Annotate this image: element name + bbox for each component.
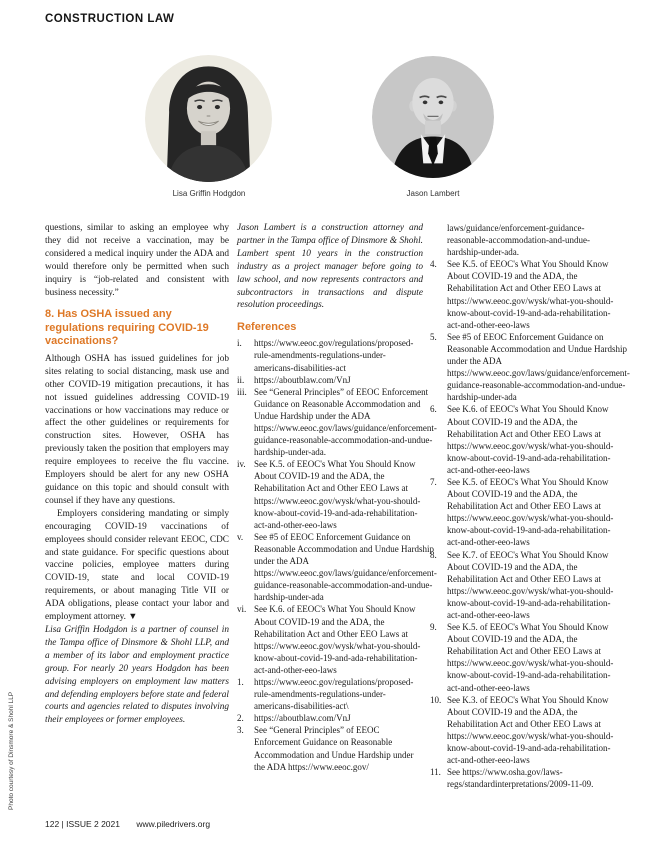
reference-label: v. <box>237 531 244 542</box>
reference-text: See #5 of EEOC Enforcement Guidance on Reasonable Accommodation and Undue Hardship under the ADA https://www.eeoc.gov/laws/guidance/enforcement-guidance-reasonable-accommodation-and-undue-hardship-under-ada <box>447 331 630 403</box>
reference-label: 8. <box>430 549 437 560</box>
reference-label: 7. <box>430 476 437 487</box>
reference-label: 11. <box>430 767 441 778</box>
reference-label <box>430 222 447 258</box>
jason-lambert-photo <box>372 56 494 178</box>
reference-label: 9. <box>430 622 437 633</box>
reference-text: See K.5. of EEOC's What You Should Know About COVID-19 and the ADA, the Rehabilitation Act and Other EEO Laws at https://www.eeoc.gov/wysk/what-you-should-know-about-covid-19-and-ada-rehabilitation-act-and-other-eeo-laws <box>447 622 614 693</box>
page-footer <box>45 819 210 829</box>
reference-item <box>237 458 423 531</box>
page-number-issue: 122 | ISSUE 2 2021 <box>45 819 120 829</box>
photo-credit: Photo courtesy of Dinsmore & Shohl LLP <box>8 691 15 810</box>
reference-text: See K.6. of EEOC's What You Should Know About COVID-19 and the ADA, the Rehabilitation Act and Other EEO Laws at https://www.eeoc.gov/wysk/what-you-should-know-about-covid-19-and-ada-rehabilitation-act-and-other-eeo-laws <box>254 604 421 675</box>
photo-caption-lisa: Lisa Griffin Hodgdon <box>172 189 246 198</box>
reference-text: https://aboutblaw.com/VnJ <box>254 374 351 385</box>
reference-text: See #5 of EEOC Enforcement Guidance on Reasonable Accommodation and Undue Hardship under the ADA https://www.eeoc.gov/laws/guidance/enforcement-guidance-reasonable-accommodation-and-undue-hardship-under-ada <box>254 531 437 603</box>
reference-text: https://aboutblaw.com/VnJ <box>254 713 351 724</box>
reference-item <box>430 621 617 694</box>
reference-label: ii. <box>237 374 245 385</box>
reference-text: https://www.eeoc.gov/regulations/proposed-rule-amendments-regulations-under-americans-disabilities-act <box>254 338 414 373</box>
reference-text: laws/guidance/enforcement-guidance-reasonable-accommodation-and-undue-hardship-under-ada. <box>447 223 590 258</box>
photo-caption-jason: Jason Lambert <box>406 189 460 198</box>
reference-item <box>430 694 617 767</box>
reference-item <box>237 724 423 772</box>
reference-text: See K.6. of EEOC's What You Should Know About COVID-19 and the ADA, the Rehabilitation Act and Other EEO Laws at https://www.eeoc.gov/wysk/what-you-should-know-about-covid-19-and-ada-rehabilitation-act-and-other-eeo-laws <box>447 404 614 475</box>
reference-text: https://www.eeoc.gov/regulations/proposed-rule-amendments-regulations-under-americans-disabilities-act\ <box>254 676 414 712</box>
reference-label: 6. <box>430 404 437 415</box>
reference-item <box>430 258 617 331</box>
reference-text: See K.7. of EEOC's What You Should Know About COVID-19 and the ADA, the Rehabilitation Act and Other EEO Laws at https://www.eeoc.gov/wysk/what-you-should-know-about-covid-19-and-ada-rehabilitation-act-and-other-eeo-laws <box>447 549 614 620</box>
magazine-website: www.piledrivers.org <box>136 819 211 829</box>
lisa-hodgdon-photo <box>145 55 272 182</box>
reference-label: 1. <box>237 676 244 687</box>
reference-label: iv. <box>237 459 246 470</box>
reference-text: See https://www.osha.gov/laws-regs/standardinterpretations/2009-11-09. <box>447 767 594 790</box>
reference-text: See K.5. of EEOC's What You Should Know About COVID-19 and the ADA, the Rehabilitation Act and Other EEO Laws at https://www.eeoc.gov/wysk/what-you-should-know-about-covid-19-and-ada-rehabilitation-act-and-other-eeo-laws <box>447 476 614 548</box>
column-2 <box>237 222 437 773</box>
reference-label: 2. <box>237 713 244 724</box>
reference-label: 10. <box>430 694 442 705</box>
reference-item <box>237 374 423 386</box>
reference-item <box>237 603 423 676</box>
paragraph: questions, similar to asking an employee why they did not receive a vaccination, may be considered a medical inquiry under the ADA and would therefore only be permitted when such inquiry is “job-related and consistent with business necessity.” <box>45 223 229 298</box>
reference-text: See K.3. of EEOC's What You Should Know About COVID-19 and the ADA, the Rehabilitation Act and Other EEO Laws at https://www.eeoc.gov/wysk/what-you-should-know-about-covid-19-and-ada-rehabilitation-act-and-other-eeo-laws <box>447 694 614 766</box>
reference-text: See K.5. of EEOC's What You Should Know About COVID-19 and the ADA, the Rehabilitation Act and Other EEO Laws at https://www.eeoc.gov/wysk/what-you-should-know-about-covid-19-and-ada-rehabilitation-act-and-other-eeo-laws <box>447 259 614 330</box>
reference-label: 5. <box>430 331 437 342</box>
reference-item <box>430 403 617 476</box>
reference-item <box>237 676 423 712</box>
section-kicker: CONSTRUCTION LAW <box>45 13 175 25</box>
reference-item <box>430 476 617 549</box>
reference-item <box>430 766 617 790</box>
reference-item <box>237 386 437 459</box>
reference-text: See K.5. of EEOC's What You Should Know About COVID-19 and the ADA, the Rehabilitation Act and Other EEO Laws at https://www.eeoc.gov/wysk/what-you-should-know-about-covid-19-and-ada-rehabilitation-act-and-other-eeo-laws <box>254 459 421 530</box>
reference-label: iii. <box>237 386 247 397</box>
reference-label: 4. <box>430 259 437 270</box>
author-bio-jason: Jason Lambert is a construction attorney and partner in the Tampa office of Dinsmore & Shohl. Lambert spent 10 years in the construction industry as a project manager before going to law school, and now represents contractors and subcontractors in transactions and dispute resolution proceedings. <box>237 223 423 311</box>
reference-item <box>237 712 423 724</box>
reference-text: See “General Principles” of EEOC Enforcement Guidance on Reasonable Accommodation and Undue Hardship under the ADA https://www.eeoc.gov/ <box>254 725 414 772</box>
reference-label: 3. <box>237 725 244 736</box>
woman-portrait-illustration <box>145 55 272 182</box>
man-portrait-illustration <box>372 56 494 178</box>
paragraph: Although OSHA has issued guidelines for job sites relating to social distancing, mask use and other COVID-19 mitigation precautions, it has not issued guidelines addressing COVID-19 vaccinations or how vaccinations may reduce or affect the other guidelines or requirements for construction sites. However, OSHA has previously taken the position that employers may require employees to receive the flu vaccine. Employers should be alert for any new OSHA guidance on this topic and should consult with counsel if they have any questions. <box>45 353 229 506</box>
paragraph: Employers considering mandating or simply encouraging COVID-19 vaccinations of employees should consider relevant EEOC, CDC and state guidance. For specific questions about vaccine policies, employee matters during COVID-19, state and local COVID-19 requirements, or about managing Title VII or ADA obligations, please contact your labor and employment attorney. ▼ <box>45 508 229 623</box>
section-heading-osha: 8. Has OSHA issued any regulations requiring COVID-19 vaccinations? <box>45 308 209 348</box>
column-1 <box>45 222 229 727</box>
author-bio-lisa: Lisa Griffin Hodgdon is a partner of counsel in the Tampa office of Dinsmore & Shohl LLP, and a member of its labor and employment practice group. For nearly 20 years Hodgdon has been advising employers on employment law matters and defending employers before state and federal courts and agencies related to disputes involving their employees or former employees. <box>45 624 230 726</box>
reference-item <box>430 331 630 404</box>
references-heading: References <box>237 321 297 334</box>
reference-label: i. <box>237 338 242 349</box>
reference-item <box>237 337 423 373</box>
reference-text: See “General Principles” of EEOC Enforcement Guidance on Reasonable Accommodation and Undue Hardship under the ADA https://www.eeoc.gov/laws/guidance/enforcement-guidance-reasonable-accommodation-and-undue-hardship-under-ada. <box>254 386 437 458</box>
column-3 <box>430 222 630 790</box>
reference-label: vi. <box>237 604 247 615</box>
reference-item-continued <box>430 222 617 258</box>
reference-item <box>237 531 437 604</box>
reference-item <box>430 549 617 622</box>
